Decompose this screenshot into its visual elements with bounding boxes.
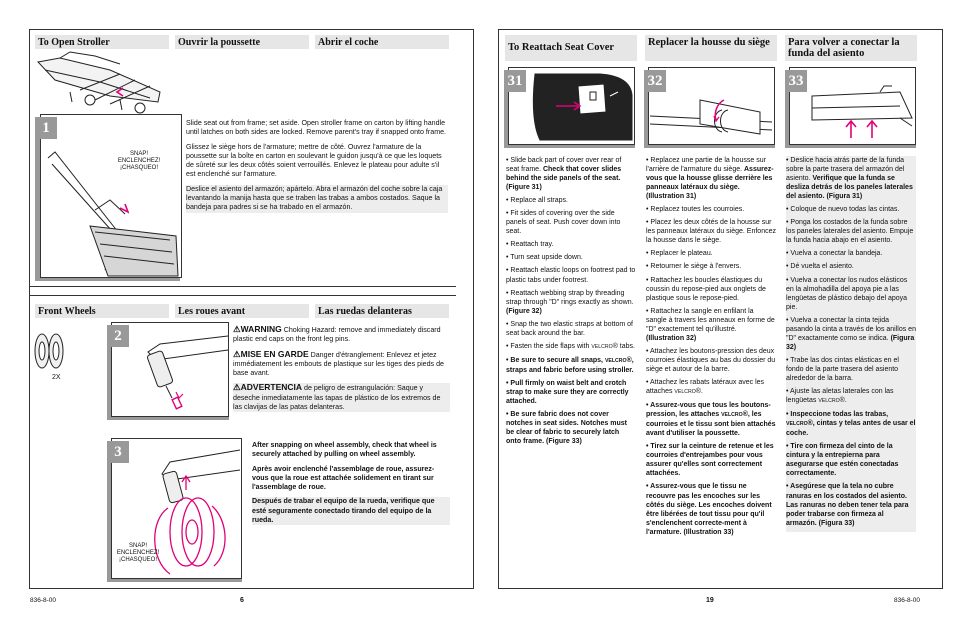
fr-item-8: • Attachez les boutons-pression des deux courroies élastiques au bas du dossier du siège et autour de la barre. [646, 347, 776, 373]
es-item-10-velcro: VELCRO [786, 421, 808, 428]
en-item-10-b: ®, straps and fabric before using stroller. [506, 356, 634, 374]
en-item-3: • Fit sides of covering over the side panels of seat. Push cover down into seat. [506, 210, 621, 236]
en-item-1-b: Check that cover slides behind the side panels of the seat. (Figure 31) [506, 166, 622, 192]
left-page-number: 6 [240, 597, 244, 604]
fig33-badge: 33 [785, 70, 807, 92]
fr-item-5-text: Retourner le siège à l'envers. [650, 263, 742, 271]
fr-item-7-b: (Illustration 32) [646, 334, 697, 342]
fr-item-4: • Replacer le plateau. [646, 250, 713, 258]
fr-item-10-a: Assurez-vous que tous les boutons-pression, les attaches [646, 402, 771, 419]
en-item-10-velcro: VELCRO [604, 357, 627, 364]
warning-es [233, 383, 450, 412]
fr-item-1-b: Assurez-vous que la housse glisse derrière les panneaux latéraux du siège. (Illustration 31) [646, 166, 774, 201]
en-item-6: • Reattach elastic loops on footrest pad to plastic tabs under footrest. [506, 267, 636, 284]
col-fr [646, 156, 776, 541]
fr-item-9-a: Attachez les rabats latéraux avec les attaches [646, 378, 765, 396]
warning-triangle-icon: ⚠ [233, 324, 241, 334]
step3-text [252, 441, 450, 530]
fr-item-4-text: Replacer le plateau. [650, 250, 713, 258]
en-item-9: • Fasten the side flaps with VELCRO® tabs. [506, 342, 635, 350]
fig1-frame [40, 114, 182, 278]
en-item-8: • Snap the two elastic straps at bottom of seat back around the bar. [506, 320, 633, 337]
fr-item-10-b: ®, les courroies et le tissu sont bien attachés avant d'utiliser la poussette. [646, 411, 776, 438]
left-footer-code: 836-8-00 [30, 597, 57, 604]
fig32-frame [648, 67, 775, 145]
es-item-10: • Inspeccione todas las trabas, VELCRO®, cintas y telas antes de usar el coche. [786, 411, 916, 438]
es-item-10-a: Inspeccione todas las trabas, [790, 411, 889, 419]
en-item-5: • Turn seat upside down. [506, 254, 583, 262]
en-item-12: • Be sure fabric does not cover notches in seat sides. Notches must be clear of fabric to securely latch onto frame. (Figure 33) [506, 411, 627, 446]
fr-item-8-text: Attachez les boutons-pression des deux courroies élastiques au bas du dossier du siège et autour de la barre. [646, 347, 776, 373]
warning-triangle-icon: ⚠ [233, 348, 241, 359]
es-item-8-text: Trabe las dos cintas elásticas en el fondo de la parte trasera del asiento alrededor de la barra. [786, 356, 899, 382]
left-divider [30, 286, 456, 296]
wheels-header-en: Front Wheels [35, 304, 169, 318]
fr-item-9-velcro: VELCRO [674, 389, 696, 396]
open-text-en: Slide seat out from frame; set aside. Open stroller frame on carton by lifting handle until latches on both sides are locked. Remove parent's tray if snapped onto frame. [186, 119, 447, 137]
snap-text-en: SNAP! [129, 151, 148, 157]
en-item-8-text: Snap the two elastic straps at bottom of seat back around the bar. [506, 320, 633, 337]
fr-item-12: • Assurez-vous que le tissu ne recouvre pas les encoches sur les côtés du siège. Les encoches doivent être libérées de tout tissu pour qu'il s'enclenchent correcte-ment à l'armature. (Illustration 33) [646, 483, 772, 536]
snap-text-en: SNAP! [128, 543, 147, 549]
fr-item-2: • Replacez toutes les courroies. [646, 206, 745, 214]
es-item-9: • Ajuste las aletas laterales con las lengüetas VELCRO®. [786, 388, 894, 405]
open-text-fr: Glissez le siège hors de l'armature; mettre de côté. Ouvrez l'armature de la poussette sur la boîte en carton en soulevant le guidon jusqu'à ce que les loquets de sûreté sur les deux côtés soient verrouillés. Enlevez le plateau pour adulte s'il est enclenché sur l'armature. [186, 142, 442, 179]
fr-item-10-velcro: VELCRO [721, 412, 743, 419]
step-2-badge: 2 [107, 325, 129, 347]
warning-en-body: Choking Hazard: remove and immediately discard plastic end caps on the front leg pins. [233, 326, 441, 344]
fr-item-10: • Assurez-vous que tous les boutons-pression, les attaches VELCRO®, les courroies et le tissu sont bien attachés avant d'utiliser la poussette. [646, 402, 776, 438]
es-item-6: • Vuelva a conectar los nudos elásticos en la almohadilla del apoya pie a las lengüetas de plástico debajo del apoya pie. [786, 276, 908, 311]
en-item-7-b: (Figure 32) [506, 307, 542, 315]
snap-text-fr: ENCLENCHEZ! [116, 550, 160, 557]
es-item-9-b: ®. [839, 397, 847, 405]
fr-item-2-text: Replacez toutes les courroies. [650, 206, 745, 214]
es-item-5-text: Dé vuelta el asiento. [790, 263, 854, 271]
es-item-1-b: Verifique que la funda se desliza detrás de los paneles laterales del asiento. (Figura 31) [786, 175, 913, 201]
right-footer-code: 836-8-00 [894, 597, 921, 604]
en-item-5-text: Turn seat upside down. [510, 254, 583, 262]
step3-text-fr: Après avoir enclenché l'assemblage de roue, assurez-vous que la roue est attachée solidement en tirant sur l'assemblage de roue. [252, 464, 435, 492]
en-item-3-text: Fit sides of covering over the side panels of seat. Push cover down into seat. [506, 210, 621, 236]
fr-item-9: • Attachez les rabats latéraux avec les attaches VELCRO®. [646, 378, 765, 396]
fr-item-11: • Tirez sur la ceinture de retenue et les courroies d'entrejambes pour vous assurer qu'elles sont correctement attachées. [646, 443, 774, 478]
open-header-en: To Open Stroller [35, 35, 169, 49]
es-item-9-velcro: VELCRO [818, 398, 840, 405]
es-item-12: • Asegúrese que la tela no cubre ranuras en los costados del asiento. Las ranuras no deben tener tela para poder trabarse con firmeza al armazón. (Figura 33) [786, 483, 909, 527]
snap-text-es: ¡CHASQUEO! [118, 557, 157, 564]
fr-item-9-b: ®. [695, 388, 703, 396]
en-item-7: • Reattach webbing strap by threading strap through "D" rings exactly as shown. (Figure 32) [506, 289, 634, 315]
reattach-header-fr: Replacer la housse du siège [645, 35, 777, 61]
open-text [186, 119, 448, 218]
es-item-7-a: Vuelva a conectar la cinta tejida pasando la cinta a través de los anillos en "D" exactamente como se indica. [786, 316, 916, 342]
warning-es-body: de peligro de estrangulación: Saque y deseche inmediatamente las tapas de plástico de los extremos de las clavijas de las patas delanteras. [233, 384, 441, 412]
warning-en-label: WARNING [240, 324, 282, 334]
es-item-2-text: Coloque de nuevo todas las cintas. [790, 206, 900, 214]
col-es [786, 156, 916, 532]
es-item-9-a: Ajuste las aletas laterales con las lengüetas [786, 388, 894, 405]
es-item-5: • Dé vuelta el asiento. [786, 263, 854, 271]
es-item-11-text: Tire con firmeza del cinto de la cintura y la entrepierna para asegurarse que estén conectadas correctamente. [786, 443, 899, 478]
en-item-1-a: Slide back part of cover over rear of seat frame. [506, 157, 622, 174]
fr-item-11-text: Tirez sur la ceinture de retenue et les courroies d'entrejambes pour vous assurer qu'elles sont correctement attachées. [646, 443, 774, 478]
en-item-9-b: ® tabs. [612, 342, 635, 350]
fr-item-5: • Retourner le siège à l'envers. [646, 263, 742, 271]
es-item-12-text: Asegúrese que la tela no cubre ranuras en los costados del asiento. Las ranuras no deben tener tela para poder trabarse con firmeza al armazón. (Figura 33) [786, 483, 909, 527]
en-item-10: • Be sure to secure all snaps, VELCRO®, straps and fabric before using stroller. [506, 356, 634, 374]
fr-item-6: • Rattachez les boucles élastiques du coussin du repose-pied aux onglets de plastique sous le repose-pied. [646, 276, 766, 302]
fr-item-6-text: Rattachez les boucles élastiques du coussin du repose-pied aux onglets de plastique sous le repose-pied. [646, 276, 766, 302]
es-item-6-text: Vuelva a conectar los nudos elásticos en la almohadilla del apoya pie a las lengüetas de plástico debajo del apoya pie. [786, 276, 908, 311]
snap-text-es: ¡CHASQUEO! [119, 165, 158, 172]
wheels-quantity: 2X [52, 374, 61, 381]
fr-item-1: • Replacez une partie de la housse sur l'arrière de l'armature du siège. Assurez-vous que la housse glisse derrière les panneaux latéraux du siège. (Illustration 31) [646, 157, 774, 201]
open-header-es: Abrir el coche [315, 35, 449, 49]
en-item-11: • Pull firmly on waist belt and crotch strap to make sure they are correctly attached. [506, 379, 629, 406]
fr-item-7-a: Rattachez la sangle en enfilant la sangle à travers les anneaux en forme de "D" exactement tel qu'illustré. [646, 307, 775, 333]
en-item-7-a: Reattach webbing strap by threading strap through "D" rings exactly as shown. [506, 289, 634, 306]
step3-text-es: Después de trabar el equipo de la rueda, verifique que esté seguramente conectado tirando del equipo de la rueda. [252, 497, 450, 525]
open-text-es: Deslice el asiento del armazón; apártelo. Abra el armazón del coche sobre la caja levantando la manija hasta que se traben las trabas a ambos costados. Saque la bandeja para padres si se ha trabado en el armazón. [186, 185, 448, 213]
warning-triangle-icon: ⚠ [233, 382, 241, 393]
fr-item-3: • Placez les deux côtés de la housse sur les panneaux latéraux du siège. Enfoncez la housse dans le siège. [646, 219, 776, 245]
warning-es-label: ADVERTENCIA [240, 382, 303, 393]
es-item-8: • Trabe las dos cintas elásticas en el fondo de la parte trasera del asiento alrededor de la barra. [786, 356, 899, 382]
es-item-3-text: Ponga los costados de la funda sobre los paneles laterales del asiento. Empuje la funda hacia abajo en el asiento. [786, 219, 914, 245]
warnings-text [233, 325, 450, 417]
step-1-badge: 1 [35, 117, 57, 139]
fr-item-7: • Rattachez la sangle en enfilant la sangle à travers les anneaux en forme de "D" exactement tel qu'illustré. (Illustration 32) [646, 307, 775, 342]
fig33-frame [789, 67, 916, 145]
es-item-7: • Vuelva a conectar la cinta tejida pasando la cinta a través de los anillos en "D" exactamente como se indica. (Figura 32) [786, 316, 916, 351]
warning-fr-body: Danger d'étranglement: Enlevez et jetez immédiatement les embouts de plastique sur les tiges des pieds de base avant. [233, 350, 444, 378]
step3-text-en: After snapping on wheel assembly, check that wheel is securely attached by pulling on wheel assembly. [252, 441, 437, 459]
en-item-1: • Slide back part of cover over rear of seat frame. Check that cover slides behind the side panels of the seat. (Figure 31) [506, 157, 622, 192]
es-item-3: • Ponga los costados de la funda sobre los paneles laterales del asiento. Empuje la funda hacia abajo en el asiento. [786, 219, 914, 245]
reattach-header-es: Para volver a conectar la funda del asiento [785, 35, 917, 61]
fr-item-1-a: Replacez une partie de la housse sur l'arrière de l'armature du siège. [646, 157, 766, 174]
warning-fr-label: MISE EN GARDE [240, 348, 309, 359]
warning-fr [233, 350, 450, 379]
right-page-number: 19 [706, 597, 714, 604]
en-item-11-text: Pull firmly on waist belt and crotch strap to make sure they are correctly attached. [506, 379, 629, 406]
es-item-2: • Coloque de nuevo todas las cintas. [786, 206, 900, 214]
es-item-11: • Tire con firmeza del cinto de la cintura y la entrepierna para asegurarse que estén conectadas correctamente. [786, 443, 899, 478]
fr-item-3-text: Placez les deux côtés de la housse sur les panneaux latéraux du siège. Enfoncez la housse dans le siège. [646, 219, 776, 245]
en-item-4-text: Reattach tray. [510, 241, 554, 249]
wheels-header-es: Las ruedas delanteras [315, 304, 449, 318]
fr-item-12-text: Assurez-vous que le tissu ne recouvre pas les encoches sur les côtés du siège. Les encoches doivent être libérées de tout tissu pour qu'il s'enclenchent correcte-ment à l'armature. (Illustration 33) [646, 483, 772, 536]
es-item-1: • Deslice hacia atrás parte de la funda sobre la parte trasera del armazón del asiento. Verifique que la funda se desliza detrás de los paneles laterales del asiento. (Figura 31) [786, 157, 913, 201]
en-item-9-velcro: VELCRO [591, 343, 613, 350]
en-item-10-a: Be sure to secure all snaps, [510, 356, 605, 364]
fig32-badge: 32 [644, 70, 666, 92]
snap-text-fr: ENCLENCHEZ! [117, 158, 161, 165]
es-item-10-b: ®, cintas y telas antes de usar el coche. [786, 420, 916, 438]
col-en [506, 156, 636, 450]
fig31-badge: 31 [504, 70, 526, 92]
warning-en [233, 325, 450, 345]
es-item-4-text: Vuelva a conectar la bandeja. [790, 250, 883, 258]
es-item-7-b: (Figura 32) [786, 334, 915, 351]
reattach-header-en: To Reattach Seat Cover [505, 35, 637, 61]
fig3-snap-callout [113, 543, 163, 565]
en-item-6-text: Reattach elastic loops on footrest pad to plastic tabs under footrest. [506, 267, 636, 284]
en-item-12-text: Be sure fabric does not cover notches in seat sides. Notches must be clear of fabric to securely latch onto frame. (Figure 33) [506, 411, 627, 446]
wheels-header-fr: Les roues avant [175, 304, 309, 318]
fig1-snap-callout [112, 151, 166, 173]
es-item-4: • Vuelva a conectar la bandeja. [786, 250, 883, 258]
fig31-frame [508, 67, 635, 145]
en-item-9-a: Fasten the side flaps with [510, 342, 592, 350]
en-item-2-text: Replace all straps. [510, 197, 568, 205]
en-item-2: • Replace all straps. [506, 197, 568, 205]
step-3-badge: 3 [107, 441, 129, 463]
es-item-1-a: Deslice hacia atrás parte de la funda sobre la parte trasera del armazón del asiento. [786, 157, 905, 183]
en-item-4: • Reattach tray. [506, 241, 554, 249]
open-header-fr: Ouvrir la poussette [175, 35, 309, 49]
